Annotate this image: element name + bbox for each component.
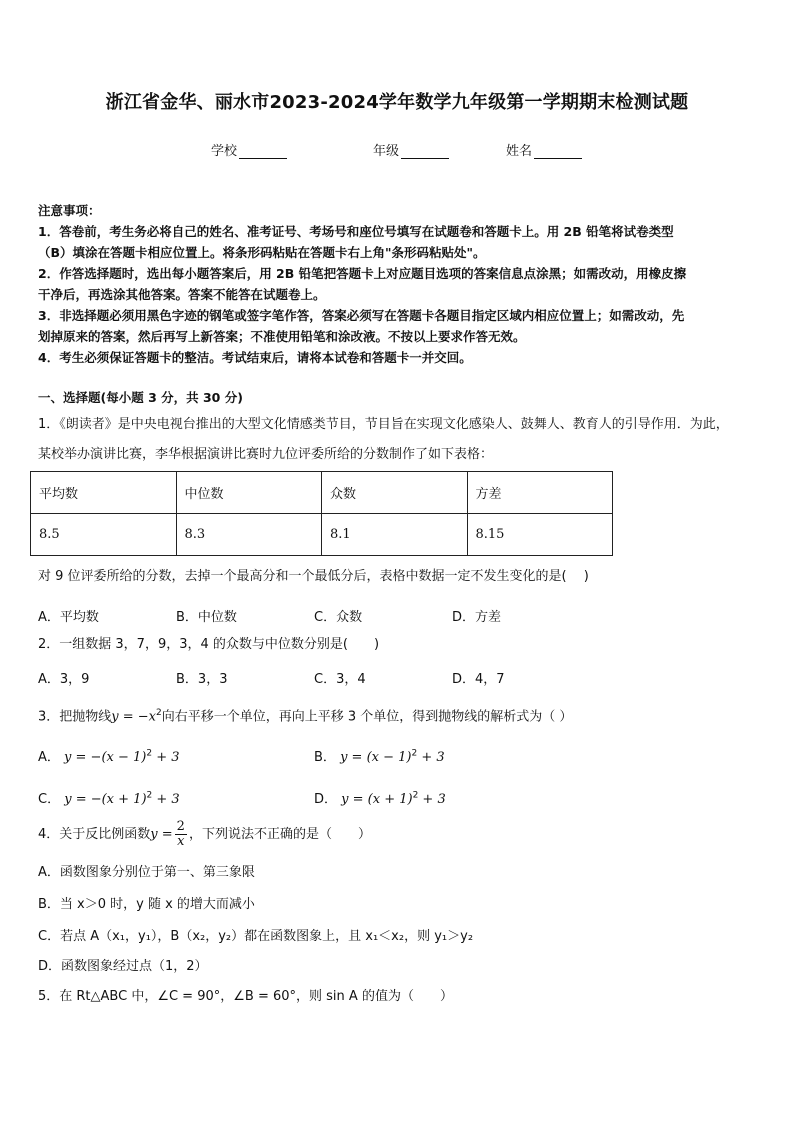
table-value-cell: 8.3	[176, 514, 322, 556]
score-table	[30, 471, 613, 556]
fraction: $\frac{2}{x}$	[176, 819, 185, 849]
question-1-line-2: 某校举办演讲比赛，李华根据演讲比赛时九位评委所给的分数制作了如下表格：	[38, 447, 494, 462]
option-c: C．3，4	[314, 672, 366, 687]
table-header-cell: 众数	[322, 472, 468, 514]
option-c: C．众数	[314, 610, 363, 625]
question-4-option-d: D．函数图象经过点（1，2）	[38, 959, 208, 974]
question-1-line-1: 1．《朗读者》是中央电视台推出的大型文化情感类节目，节目旨在实现文化感染人、鼓舞人、教育人的引导作用．为此，	[38, 417, 729, 432]
notice-line: 1．答卷前，考生务必将自己的姓名、准考证号、考场号和座位号填写在试题卷和答题卡上。用 2B 铅笔将试卷类型	[38, 224, 674, 239]
table-value-cell: 8.5	[31, 514, 177, 556]
notice-line: 划掉原来的答案，然后再写上新答案；不准使用铅笔和涂改液。不按以上要求作答无效。	[38, 329, 526, 344]
grade-blank	[401, 144, 449, 159]
exponent: 2	[156, 708, 162, 718]
school-field	[211, 140, 287, 159]
option-b: B． $y = (x - 1)^2 + 3$	[314, 748, 445, 765]
name-blank	[534, 144, 582, 159]
notice-heading: 注意事项：	[38, 203, 101, 218]
school-label: 学校	[211, 144, 238, 159]
question-3-stem-b: 向右平移一个单位，再向上平移 3 个单位，得到抛物线的解析式为（ ）	[161, 709, 573, 725]
notice-line: 3．非选择题必须用黑色字迹的钢笔或签字笔作答，答案必须写在答题卡各题目指定区域内相应位置上；如需改动，先	[38, 308, 685, 323]
option-a: A．平均数	[38, 610, 99, 625]
option-d: D．4，7	[452, 672, 505, 687]
option-b: B．3，3	[176, 672, 228, 687]
question-2-stem: 2．一组数据 3，7，9，3，4 的众数与中位数分别是( )	[38, 637, 380, 652]
table-value-cell: 8.1	[322, 514, 468, 556]
grade-field	[373, 140, 449, 159]
table-header-cell: 中位数	[176, 472, 322, 514]
option-a: A．3，9	[38, 672, 90, 687]
table-value-row	[31, 514, 613, 556]
table-value-cell: 8.15	[467, 514, 613, 556]
option-d: D．方差	[452, 610, 502, 625]
name-label: 姓名	[506, 144, 533, 159]
function-y: y =	[150, 827, 173, 842]
question-4-stem-a: 4．关于反比例函数	[38, 827, 151, 842]
exam-title: 浙江省金华、丽水市2023-2024学年数学九年级第一学期期末检测试题	[105, 92, 689, 113]
question-4-option-b: B．当 x＞0 时，y 随 x 的增大而减小	[38, 897, 255, 912]
notice-line: 2．作答选择题时，选出每小题答案后，用 2B 铅笔把答题卡上对应题目选项的答案信息点涂黑；如需改动，用橡皮擦	[38, 266, 687, 281]
question-5-stem: 5．在 Rt△ABC 中，∠C = 90°，∠B = 60°，则 sin A 的值为（ ）	[38, 989, 453, 1004]
table-header-cell: 方差	[467, 472, 613, 514]
option-b: B．中位数	[176, 610, 237, 625]
question-4-option-c: C．若点 A（x₁，y₁），B（x₂，y₂）都在函数图象上，且 x₁＜x₂，则 y₁＞y₂	[38, 929, 474, 944]
notice-line: （B）填涂在答题卡相应位置上。将条形码粘贴在答题卡右上角"条形码粘贴处"。	[38, 245, 486, 260]
question-4-stem-b: ，下列说法不正确的是（ ）	[188, 827, 371, 842]
notice-line: 干净后，再选涂其他答案。答案不能答在试题卷上。	[38, 287, 326, 302]
table-header-row	[31, 472, 613, 514]
table-header-cell: 平均数	[31, 472, 177, 514]
notice-block	[38, 200, 762, 368]
school-blank	[239, 144, 287, 159]
question-4-option-a: A．函数图象分别位于第一、第三象限	[38, 865, 255, 880]
question-1-stem: 对 9 位评委所给的分数，去掉一个最高分和一个最低分后，表格中数据一定不发生变化的是( )	[38, 569, 589, 584]
name-field	[506, 140, 582, 159]
option-c: C． $y = -(x + 1)^2 + 3$	[38, 790, 180, 807]
question-3-stem-a: 3．把抛物线	[38, 709, 112, 725]
question-3-stem	[38, 698, 762, 732]
grade-label: 年级	[373, 144, 400, 159]
question-3-math: y = −x	[111, 709, 157, 725]
notice-line: 4．考生必须保证答题卡的整洁。考试结束后，请将本试卷和答题卡一并交回。	[38, 350, 472, 365]
option-a: A． $y = -(x - 1)^2 + 3$	[38, 748, 180, 765]
option-d: D． $y = (x + 1)^2 + 3$	[314, 790, 446, 807]
section-heading: 一、选择题(每小题 3 分，共 30 分)	[38, 390, 243, 405]
question-4-stem	[38, 820, 762, 850]
